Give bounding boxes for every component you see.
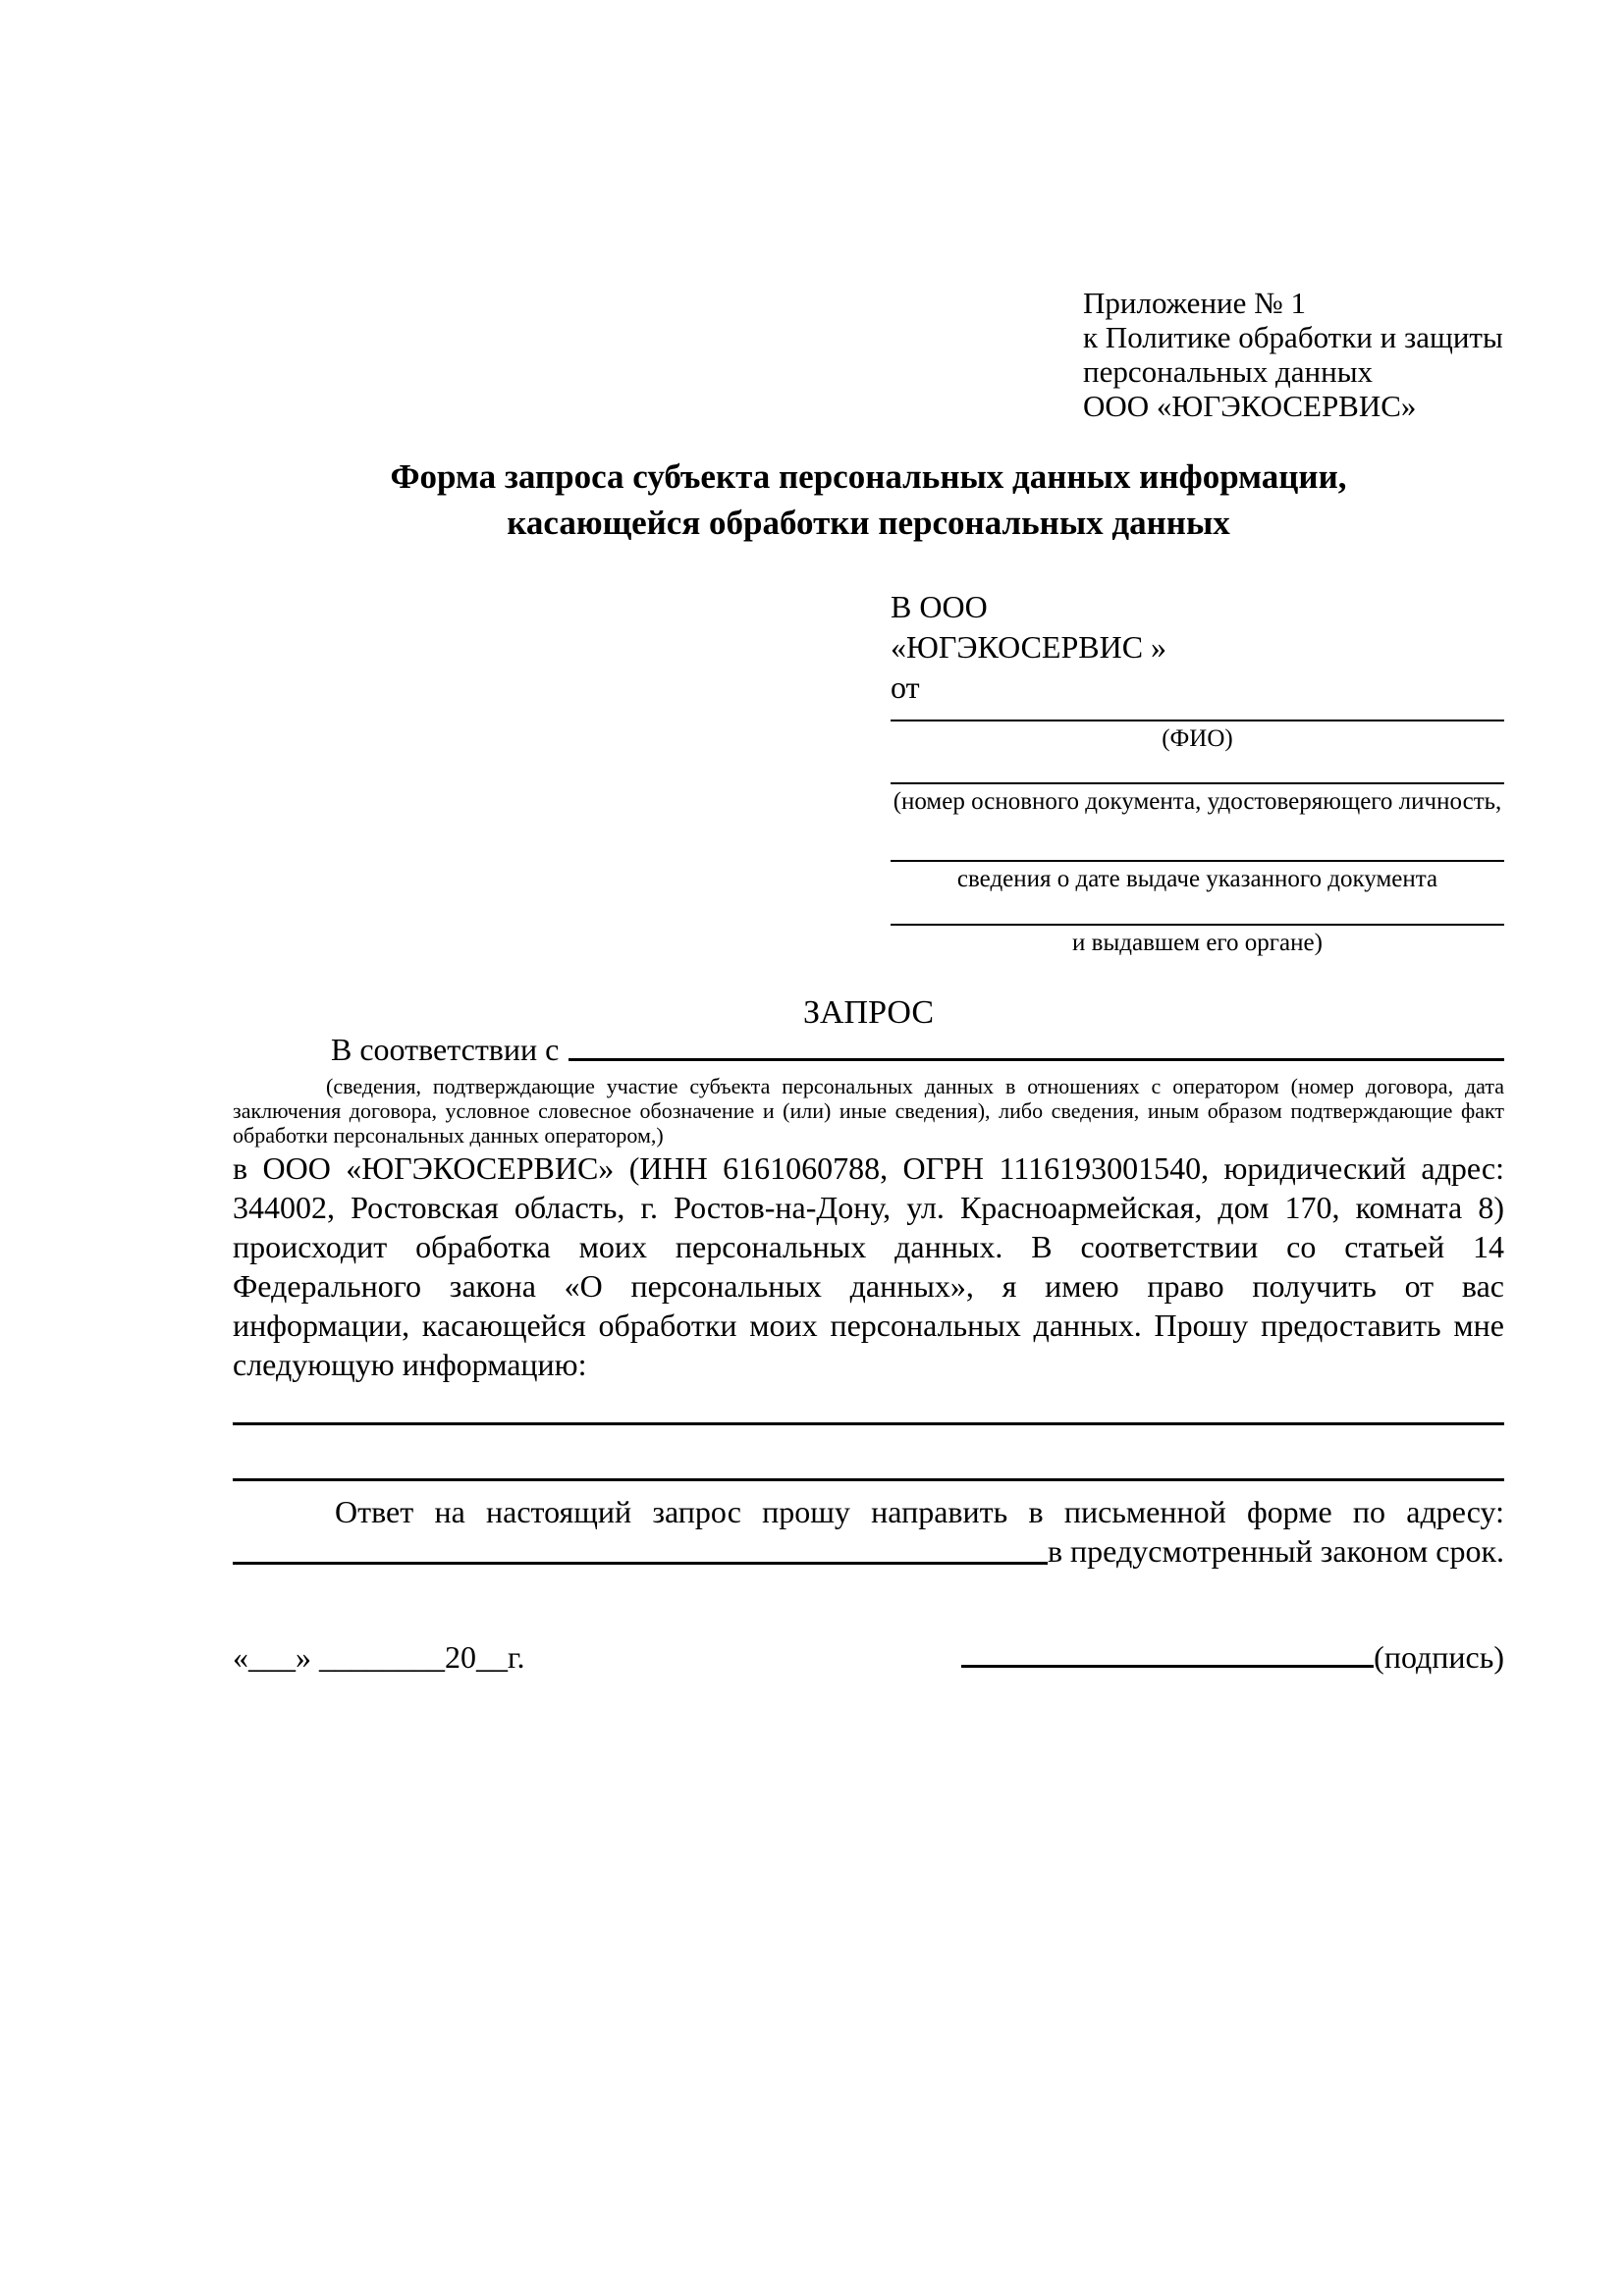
explanatory-note xyxy=(233,1074,1504,1148)
document-title-line: Форма запроса субъекта персональных данных информации, xyxy=(390,457,1347,496)
issue-date-caption: сведения о дате выдаче указанного документа xyxy=(956,866,1438,892)
appendix-line: к Политике обработки и защиты xyxy=(1083,320,1503,354)
fio-blank-line xyxy=(891,720,1504,721)
appendix-line: ООО «ЮГЭКОСЕРВИС» xyxy=(1083,389,1417,423)
signature-group xyxy=(961,1637,1504,1677)
body-line: Федерального закона «О персональных данных», я имею право получить от вас xyxy=(233,1268,1504,1304)
document-title xyxy=(233,454,1504,546)
accordance-row xyxy=(233,1034,1504,1066)
appendix-line: персональных данных xyxy=(1083,354,1374,389)
information-blank-line xyxy=(233,1422,1504,1425)
addressee-line: от xyxy=(891,669,920,705)
document-number-caption: (номер основного документа, удостоверяющего личность, xyxy=(893,788,1502,815)
signature-blank-line xyxy=(961,1665,1374,1668)
document-number-blank-line xyxy=(891,782,1504,784)
answer-line-suffix: в предусмотренный законом срок. xyxy=(1047,1533,1504,1569)
issuing-authority-blank-line xyxy=(891,924,1504,926)
body-line: происходит обработка моих персональных данных. В соответствии со статьей 14 xyxy=(233,1229,1504,1264)
date-blank: «___» ________20__г. xyxy=(233,1639,525,1675)
applicant-fields xyxy=(891,720,1504,959)
body-line: 344002, Ростовская область, г. Ростов-на-Дону, ул. Красноармейская, дом 170, комната 8) xyxy=(233,1190,1504,1225)
answer-paragraph xyxy=(233,1492,1504,1571)
footer-row xyxy=(233,1637,1504,1677)
information-blank-line xyxy=(233,1478,1504,1481)
signature-caption: (подпись) xyxy=(1374,1639,1504,1675)
document-title-line: касающейся обработки персональных данных xyxy=(507,504,1230,542)
accordance-label: В соответствии с xyxy=(331,1032,560,1067)
addressee-block xyxy=(891,587,1166,708)
body-line: информации, касающейся обработки моих персональных данных. Прошу предоставить мне xyxy=(233,1308,1504,1343)
answer-address-row xyxy=(233,1531,1504,1571)
issuing-authority-caption: и выдавшем его органе) xyxy=(1072,930,1323,956)
request-heading: ЗАПРОС xyxy=(802,994,935,1031)
request-body-paragraph xyxy=(233,1148,1504,1384)
body-line: следующую информацию: xyxy=(233,1347,587,1382)
body-line: в ООО «ЮГЭКОСЕРВИС» (ИНН 6161060788, ОГРН 1116193001540, юридический адрес: xyxy=(233,1150,1504,1186)
address-blank-line xyxy=(233,1562,1048,1565)
addressee-line: В ООО xyxy=(891,589,988,624)
fio-caption: (ФИО) xyxy=(1162,725,1233,752)
accordance-blank-line xyxy=(568,1058,1504,1061)
answer-line: Ответ на настоящий запрос прошу направить в письменной форме по адресу: xyxy=(335,1494,1504,1529)
appendix-line: Приложение № 1 xyxy=(1083,286,1306,320)
issue-date-blank-line xyxy=(891,860,1504,862)
addressee-line: «ЮГЭКОСЕРВИС » xyxy=(891,629,1167,665)
note-line: обработки персональных данных оператором,) xyxy=(233,1123,664,1148)
note-line: заключения договора, условное словесное обозначение и (или) иные сведения), либо сведения, иным образом подтверждающие факт xyxy=(233,1098,1504,1123)
note-line: (сведения, подтверждающие участие субъекта персональных данных в отношениях с оператором (номер договора, дата xyxy=(326,1074,1504,1098)
appendix-reference-block xyxy=(1083,286,1503,423)
